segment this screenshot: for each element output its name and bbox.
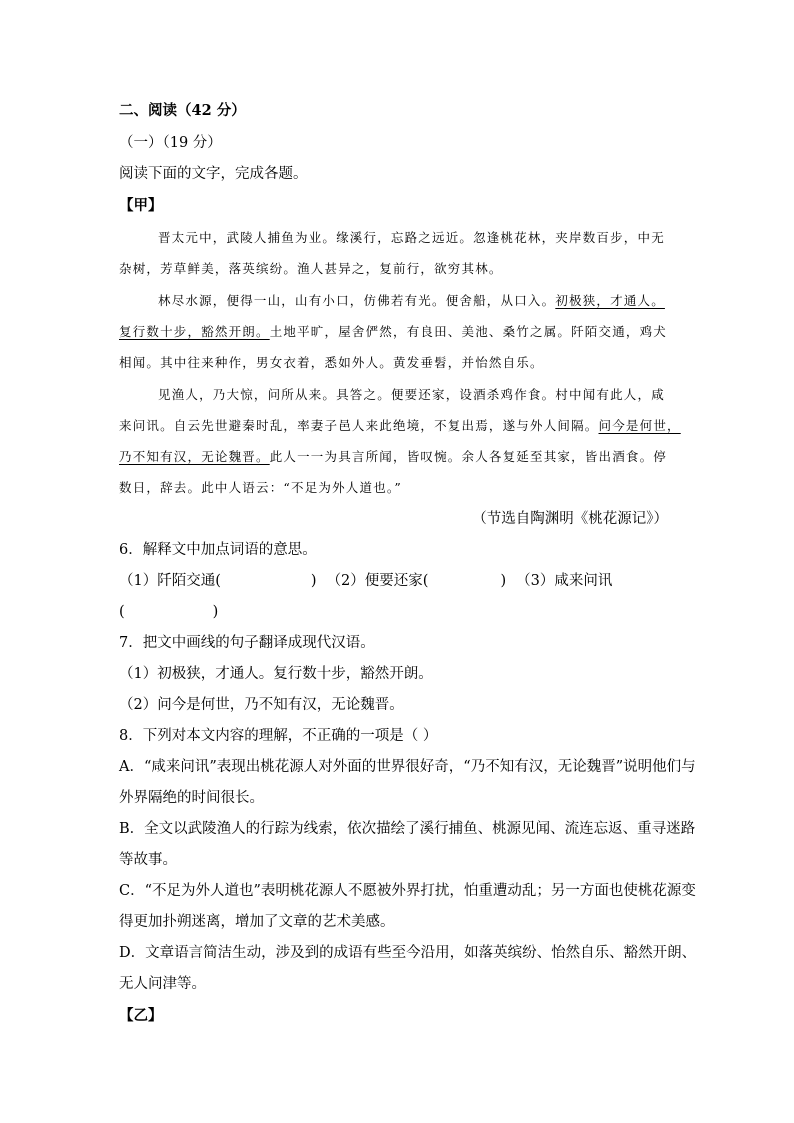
- passage-text: 土地平旷，屋舍俨然，有良田、美池、桑竹之属。阡陌交通，鸡犬: [269, 324, 668, 339]
- passage-a-line: 相闻。其中往来种作，男女衣着，悉如外人。黄发垂髫，并怡然自乐。: [119, 355, 544, 370]
- passage-a-label: 【甲】: [119, 197, 163, 214]
- question-7-item-2: （2）问今是何世，乃不知有汉，无论魏晋。: [119, 697, 404, 713]
- underlined-sentence: 初极狭，才通人。: [555, 293, 665, 308]
- q6-blank-open: (: [119, 604, 125, 620]
- passage-text: 林尽水源，便得一山，山有小口，仿佛若有光。便舍船，从口入。: [158, 293, 556, 308]
- option-a: A．“咸来问讯”表现出桃花源人对外面的世界很好奇，“乃不知有汉，无论魏晋”说明他们与: [119, 759, 696, 775]
- q6-item-1: （1）阡陌交通(: [119, 573, 221, 589]
- question-8-stem: 8．下列对本文内容的理解，不正确的一项是（ ）: [119, 728, 438, 744]
- q6-blank-close: ): [212, 604, 219, 620]
- underlined-sentence: 乃不知有汉，无论魏晋。: [119, 449, 270, 464]
- passage-a-line: [119, 416, 681, 436]
- question-6-items: [119, 571, 612, 591]
- underlined-sentence: 问今是何世，: [598, 418, 681, 433]
- option-c-cont: 得更加扑朔迷离，增加了文章的艺术美感。: [119, 914, 395, 930]
- question-6-stem: 6．解释文中加点词语的意思。: [119, 542, 317, 558]
- passage-b-label: 【乙】: [119, 1007, 163, 1024]
- option-c: C．“不足为外人道也”表明桃花源人不愿被外界打扰，怕重遭动乱；另一方面也使桃花源变: [119, 883, 696, 899]
- option-d-cont: 无人问津等。: [119, 976, 206, 992]
- option-b-cont: 等故事。: [119, 852, 177, 868]
- passage-a-line: [119, 447, 667, 467]
- q6-item-1-close: ): [310, 573, 317, 589]
- option-b: B．全文以武陵渔人的行踪为线索，依次描绘了溪行捕鱼、桃源见闻、流连忘返、重寻迷路: [119, 821, 696, 837]
- instruction-text: 阅读下面的文字，完成各题。: [119, 166, 308, 182]
- passage-source: （节选自陶渊明《桃花源记》）: [472, 511, 668, 527]
- question-6-line-2: [119, 602, 218, 622]
- subsection-title: （一）（19 分）: [119, 135, 222, 151]
- section-title: 二、阅读（42 分）: [119, 102, 246, 119]
- passage-a-line: [119, 322, 667, 342]
- underlined-sentence: 复行数十步，豁然开朗。: [119, 324, 270, 339]
- q6-item-2: （2）便要还家(: [326, 573, 429, 589]
- passage-text: 此人一一为具言所闻，皆叹惋。余人各复延至其家，皆出酒食。停: [269, 449, 668, 464]
- passage-text: 来问讯。自云先世避秦时乱，率妻子邑人来此绝境，不复出焉，遂与外人间隔。: [119, 418, 599, 433]
- passage-a-line: [158, 291, 665, 311]
- q6-item-3: （3）咸来问讯: [516, 573, 613, 589]
- passage-a-line: 数日，辞去。此中人语云：“不足为外人道也。”: [119, 480, 402, 495]
- passage-a-line: 晋太元中，武陵人捕鱼为业。缘溪行，忘路之远近。忽逢桃花林，夹岸数百步，中无: [158, 230, 665, 245]
- q6-item-2-close: ): [500, 573, 507, 589]
- question-7-item-1: （1）初极狭，才通人。复行数十步，豁然开朗。: [119, 666, 433, 682]
- option-a-cont: 外界隔绝的时间很长。: [119, 790, 264, 806]
- option-d: D．文章语言简洁生动，涉及到的成语有些至今沿用，如落英缤纷、怡然自乐、豁然开朗、: [119, 945, 697, 961]
- passage-a-line: 见渔人，乃大惊，问所从来。具答之。便要还家，设酒杀鸡作食。村中闻有此人，咸: [158, 387, 665, 402]
- question-7-stem: 7．把文中画线的句子翻译成现代汉语。: [119, 635, 375, 651]
- passage-a-line: 杂树，芳草鲜美，落英缤纷。渔人甚异之，复前行，欲穷其林。: [119, 261, 503, 276]
